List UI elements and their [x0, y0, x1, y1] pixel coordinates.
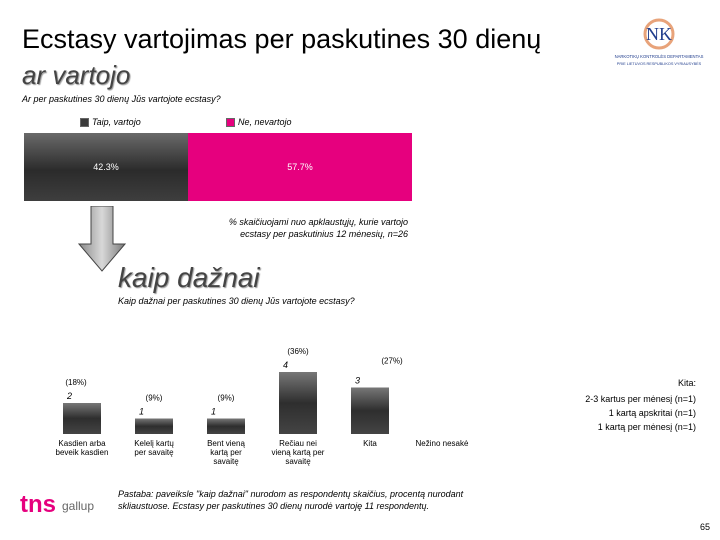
- x-tick-label: Kita: [363, 439, 377, 448]
- sample-note: % skaičiuojami nuo apklaustųjų, kurie vartojo ecstasy per paskutinius 12 mėnesių, n=26: [228, 217, 408, 239]
- bar-percent-label: (9%): [145, 393, 163, 403]
- question-2: Kaip dažnai per paskutines 30 dienų Jūs vartojote ecstasy?: [118, 296, 355, 306]
- x-tick-label: Nežino nesakė: [415, 439, 469, 448]
- tns-logo-gallup: gallup: [62, 499, 95, 513]
- kita-item: 1 kartą apskritai (n=1): [608, 408, 696, 418]
- stacked-bar: [24, 133, 412, 201]
- data-label-ne: 57.7%: [287, 162, 313, 172]
- legend-swatch-taip: [80, 118, 89, 127]
- bar-percent-label: (27%): [381, 356, 403, 366]
- page-number: 65: [699, 522, 710, 532]
- section-title-ar-vartojo: ar vartojo: [22, 60, 131, 90]
- tns-gallup-logo: [18, 486, 108, 522]
- data-label-taip: 42.3%: [93, 162, 119, 172]
- bar: [351, 388, 389, 435]
- footnote: Pastaba: paveiksle "kaip dažnai" nurodom as respondentų skaičius, procentą nurodant skliaustuose. Ecstasy per paskutines 30 dienų nurodė vartoję 11 respondentų.: [118, 489, 464, 511]
- svg-text:NK: NK: [646, 24, 672, 44]
- legend-swatch-ne: [226, 118, 235, 127]
- x-tick-label: Bent vieną kartą per savaitę: [207, 439, 245, 466]
- kita-item: 1 kartą per mėnesį (n=1): [597, 422, 696, 432]
- kita-item: 2-3 kartus per mėnesį (n=1): [585, 394, 696, 404]
- bar: [135, 419, 173, 435]
- tns-logo-tns: tns: [20, 491, 56, 518]
- bar-value-label: 3: [355, 375, 361, 386]
- legend-item-taip: [80, 117, 141, 127]
- bar-percent-label: (36%): [287, 347, 309, 356]
- nkd-logo: [604, 14, 714, 76]
- question-1: Ar per paskutines 30 dienų Jūs vartojote ecstasy?: [22, 94, 221, 104]
- bar-value-label: 4: [283, 360, 289, 370]
- legend-label-ne: Ne, nevartojo: [238, 117, 292, 127]
- bar: [279, 372, 317, 434]
- kita-list: [560, 392, 696, 434]
- bar-value-label: 1: [211, 406, 217, 417]
- bar-percent-label: (9%): [217, 393, 235, 403]
- x-tick-label: Kasdien arba beveik kasdien: [55, 439, 109, 457]
- x-tick-label: Rečiau nei vieną kartą per savaitę: [271, 439, 325, 466]
- bar-percent-label: (18%): [65, 378, 87, 387]
- bar-segment-ne: [188, 133, 412, 201]
- legend-item-ne: [226, 117, 292, 127]
- x-tick-label: Kelelį kartų per savaitę: [134, 439, 174, 457]
- section-title-kaip-daznai: kaip dažnai: [118, 262, 260, 293]
- kita-label: Kita:: [677, 378, 696, 388]
- bar: [207, 419, 245, 435]
- bar-value-label: 2: [67, 391, 73, 401]
- page-title: Ecstasy vartojimas per paskutines 30 dienų: [22, 24, 542, 54]
- bar-segment-taip: [24, 133, 188, 201]
- nkd-logo-line2: PRIE LIETUVOS RESPUBLIKOS VYRIAUSYBĖS: [616, 62, 702, 66]
- bar-value-label: 1: [139, 406, 145, 417]
- frequency-bar-chart: [40, 330, 570, 470]
- nkd-logo-line1: NARKOTIKŲ KONTROLĖS DEPARTAMENTAS: [614, 54, 704, 59]
- bar: [63, 403, 101, 434]
- legend-label-taip: Taip, vartojo: [92, 117, 141, 127]
